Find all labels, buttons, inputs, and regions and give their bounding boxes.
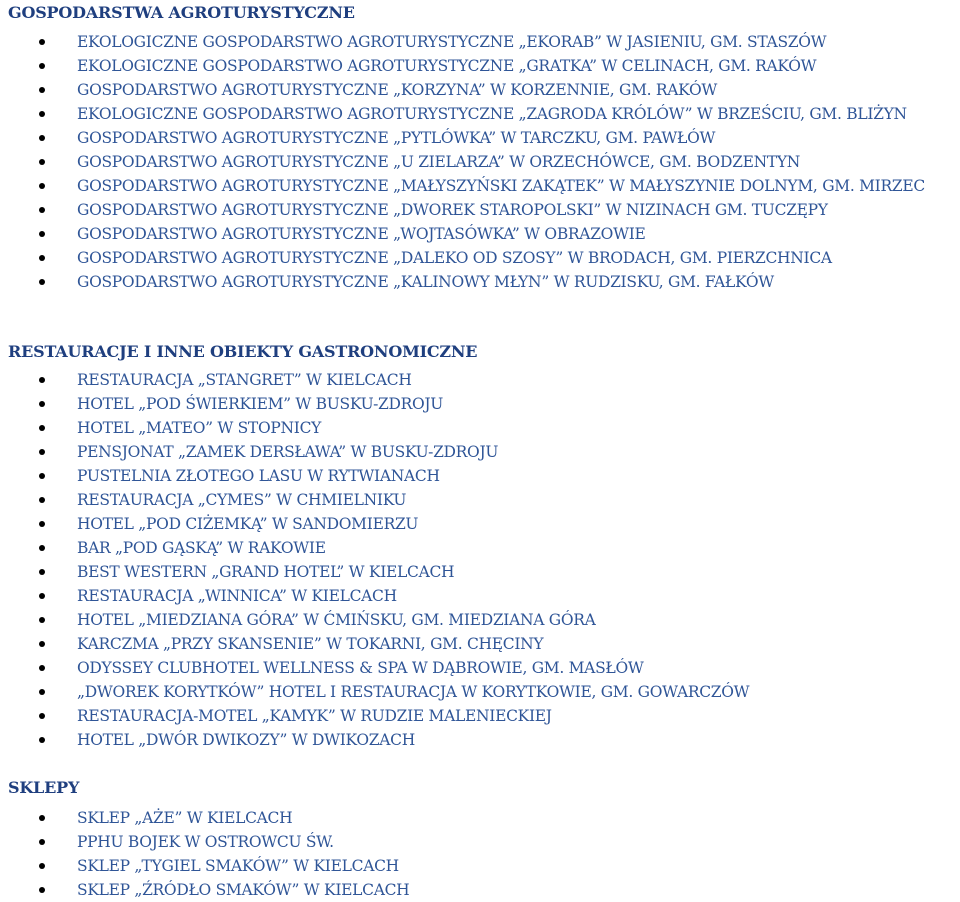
bullet-icon xyxy=(39,63,45,69)
bullet-icon xyxy=(39,839,45,845)
bullet-icon xyxy=(39,183,45,189)
bullet-icon xyxy=(39,279,45,285)
bullet-icon xyxy=(39,665,45,671)
document-page: GOSPODARSTWA AGROTURYSTYCZNE EKOLOGICZNE GOSPODARSTWO AGROTURYSTYCZNE „EKORAB” W JASIENIU, GM. STASZÓW EKOLOGICZNE GOSPODARSTWO AGROTURYSTYCZNE „GRATKA” W CELINACH, GM. RAKÓW GOSPODARSTWO AGROTURYSTYCZNE „KORZYNA” W KORZENNIE, GM. RAKÓW EKOLOGICZNE GOSPODARSTWO AGROTURYSTYCZNE „ZAGRODA KRÓLÓW” W BRZEŚCIU, GM. BLIŻYN GOSPODARSTWO AGROTURYSTYCZNE „PYTLÓWKA” W TARCZKU, GM. PAWŁÓW GOSPODARSTWO AGROTURYSTYCZNE „U ZIELARZA” W ORZECHÓWCE, GM. BODZENTYN GOSPODARSTWO AGROTURYSTYCZNE „MAŁYSZYŃSKI ZAKĄTEK” W MAŁYSZYNIE DOLNYM, GM. MIRZEC GOSPODARSTWO AGROTURYSTYCZNE „DWOREK STAROPOLSKI” W NIZINACH GM. TUCZĘPY GOSPODARSTWO AGROTURYSTYCZNE „WOJTASÓWKA” W OBRAZOWIE GOSPODARSTWO AGROTURYSTYCZNE „DALEKO OD SZOSY” W BRODACH, GM. PIERZCHNICA GOSPODARSTWO AGROTURYSTYCZNE „KALINOWY MŁYN” W RUDZISKU, GM. FAŁKÓW RESTAURACJE I INNE OBIEKTY GASTRONOMICZNE RESTAURACJA „STANGRET” W KIELCACH HOTEL „POD ŚWIERKIEM” W BUSKU-ZDROJU HOTEL „MATEO” W STOPNICY PENSJONAT „ZAMEK DERSŁAWA” W BUSKU-ZDROJU PUSTELNIA ZŁOTEGO LASU W RYTWIANACH RESTAURACJA „CYMES” W CHMIELNIKU HOTEL „POD CIŻEMKĄ” W SANDOMIERZU BAR „POD GĄSKĄ” W RAKOWIE BEST WESTERN „GRAND HOTEL” W KIELCACH RESTAURACJA „WINNICA” W KIELCACH HOTEL „MIEDZIANA GÓRA” W ĆMIŃSKU, GM. MIEDZIANA GÓRA KARCZMA „PRZY SKANSENIE” W TOKARNI, GM. CHĘCINY ODYSSEY CLUBHOTEL WELLNESS & SPA W DĄBROWIE, GM. MASŁÓW „DWOREK KORYTKÓW” HOTEL I RESTAURACJA W KORYTKOWIE, GM. GOWARCZÓW RESTAURACJA-MOTEL „KAMYK” W RUDZIE MALENIECKIEJ HOTEL „DWÓR DWIKOZY” W DWIKOZACH SKLEPY SKLEP „AŻE” W KIELCACH PPHU BOJEK W OSTROWCU ŚW. SKLEP „TYGIEL SMAKÓW” W KIELCACH SKLEP „ŹRÓDŁO SMAKÓW” W KIELCACH xyxy=(8,3,925,899)
section-heading-shops: SKLEPY xyxy=(8,778,80,797)
bullet-icon xyxy=(39,545,45,551)
bullet-icon xyxy=(39,713,45,719)
section-heading-restaurants: RESTAURACJE I INNE OBIEKTY GASTRONOMICZNE xyxy=(8,342,478,361)
bullet-icon xyxy=(39,863,45,869)
bullet-icon xyxy=(39,593,45,599)
bullet-icon xyxy=(39,689,45,695)
bullet-icon xyxy=(39,135,45,141)
bullet-icon xyxy=(39,377,45,383)
bullet-icon xyxy=(39,207,45,213)
bullet-icon xyxy=(39,737,45,743)
section-heading-agrotourism: GOSPODARSTWA AGROTURYSTYCZNE xyxy=(8,3,355,22)
bullet-icon xyxy=(39,473,45,479)
bullet-icon xyxy=(39,111,45,117)
bullet-icon xyxy=(39,401,45,407)
bullet-icon xyxy=(39,569,45,575)
bullet-icon xyxy=(39,87,45,93)
bullet-icon xyxy=(39,39,45,45)
bullet-icon xyxy=(39,497,45,503)
bullet-icon xyxy=(39,255,45,261)
bullet-icon xyxy=(39,231,45,237)
bullet-icon xyxy=(39,521,45,527)
bullet-icon xyxy=(39,159,45,165)
bullet-icon xyxy=(39,815,45,821)
bullet-icon xyxy=(39,887,45,893)
bullet-icon xyxy=(39,641,45,647)
bullet-icon xyxy=(39,617,45,623)
bullet-icon xyxy=(39,449,45,455)
bullet-icon xyxy=(39,425,45,431)
